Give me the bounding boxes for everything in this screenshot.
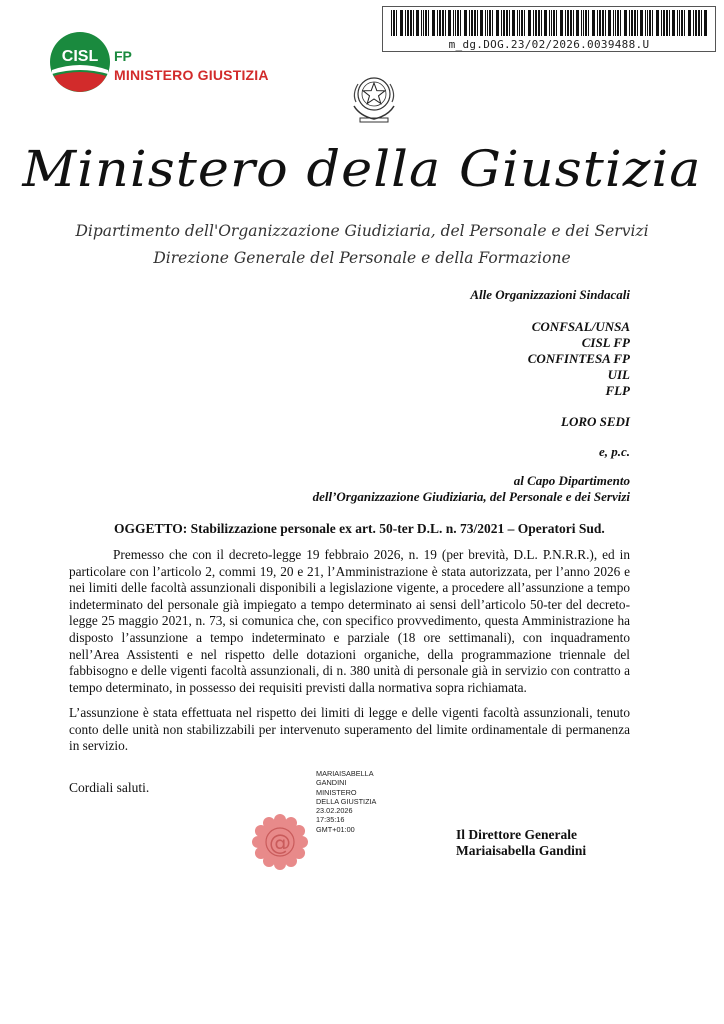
ministry-title: Ministero della Giustizia	[22, 140, 702, 198]
body-paragraph-1: Premesso che con il decreto-legge 19 febbraio 2026, n. 19 (per brevità, D.L. P.N.R.R.), ed in particolare con l’articolo 2, commi 19, 20 e 21, l’Amministrazione è stata autorizzata, per l’anno 2026 e nei limiti delle facoltà assunzionali disponibili a legislazione vigente, a procedere all’assunzione a tempo indeterminato del personale già impiegato a tempo determinato ai sensi dell’articolo 50-ter del decreto-legge 25 maggio 2021, n. 73, si comunica che, con specifico provvedimento, questa Amministrazione ha disposto l’assunzione a tempo indeterminato e parziale (18 ore settimanali), con inquadramento nell’Area Assistenti e nel rispetto delle dotazioni organiche, della programmazione triennale del fabbisogno e delle vigenti facoltà assunzionali, di n. 380 unità di personale già in servizio con contratto a tempo determinato, in possesso dei requisiti previsti dalla normativa sopra richiamata.	[69, 547, 630, 695]
cisl-logo-icon	[48, 30, 112, 94]
digital-signature-seal-icon	[248, 810, 312, 874]
signature-meta-line: GANDINI	[316, 778, 347, 788]
recipient-list	[528, 319, 630, 399]
department-name: Dipartimento dell'Organizzazione Giudiziaria, del Personale e dei Servizi	[75, 222, 649, 240]
signer-name: Mariaisabella Gandini	[456, 843, 587, 858]
subject-text: : Stabilizzazione personale ex art. 50-ter D.L. n. 73/2021 – Operatori Sud.	[182, 521, 605, 536]
capo-dipartimento-line2: dell’Organizzazione Giudiziaria, del Personale e dei Servizi	[312, 489, 630, 504]
logo-ministero-text: MINISTERO GIUSTIZIA	[114, 67, 269, 83]
recipient-item: CISL FP	[581, 335, 630, 350]
direction-name: Direzione Generale del Personale e della Formazione	[153, 249, 571, 267]
logo-fp-text: FP	[114, 48, 132, 64]
signer-title: Il Direttore Generale	[456, 827, 577, 842]
recipient-item: UIL	[607, 367, 630, 382]
digital-signature-meta	[316, 769, 376, 834]
addressee-title: Alle Organizzazioni Sindacali	[470, 287, 630, 302]
signature-meta-line: MINISTERO	[316, 787, 357, 797]
subject-label: OGGETTO	[114, 521, 183, 536]
logo-cisl-text: CISL	[61, 48, 99, 65]
signature-meta-line: MARIAISABELLA	[316, 769, 374, 778]
svg-text:@: @	[269, 831, 291, 856]
signature-meta-line: GMT+01:00	[316, 824, 355, 834]
signature-meta-line: DELLA GIUSTIZIA	[316, 796, 377, 806]
barcode-icon	[389, 10, 709, 36]
recipient-item: CONFINTESA FP	[527, 351, 630, 366]
per-conoscenza: e, p.c.	[598, 444, 630, 459]
closing-greeting: Cordiali saluti.	[69, 780, 150, 795]
signature-meta-line: 23.02.2026	[316, 806, 353, 816]
italian-republic-emblem-icon	[346, 72, 402, 124]
protocol-barcode	[382, 6, 716, 52]
recipient-item: CONFSAL/UNSA	[531, 319, 630, 334]
protocol-number: m_dg.DOG.23/02/2026.0039488.U	[448, 38, 650, 51]
subject-line	[114, 521, 605, 537]
loro-sedi: LORO SEDI	[561, 414, 630, 429]
body-paragraph-2: L’assunzione è stata effettuata nel rispetto dei limiti di legge e delle vigenti facoltà assunzionali, tenuto conto delle unità non stabilizzabili per intervenuto superamento del limite ordinamentale di permanenza in servizio.	[69, 705, 630, 754]
capo-dipartimento-line1: al Capo Dipartimento	[513, 473, 630, 488]
recipient-item: FLP	[605, 383, 630, 398]
signature-meta-line: 17:35:16	[316, 815, 345, 825]
